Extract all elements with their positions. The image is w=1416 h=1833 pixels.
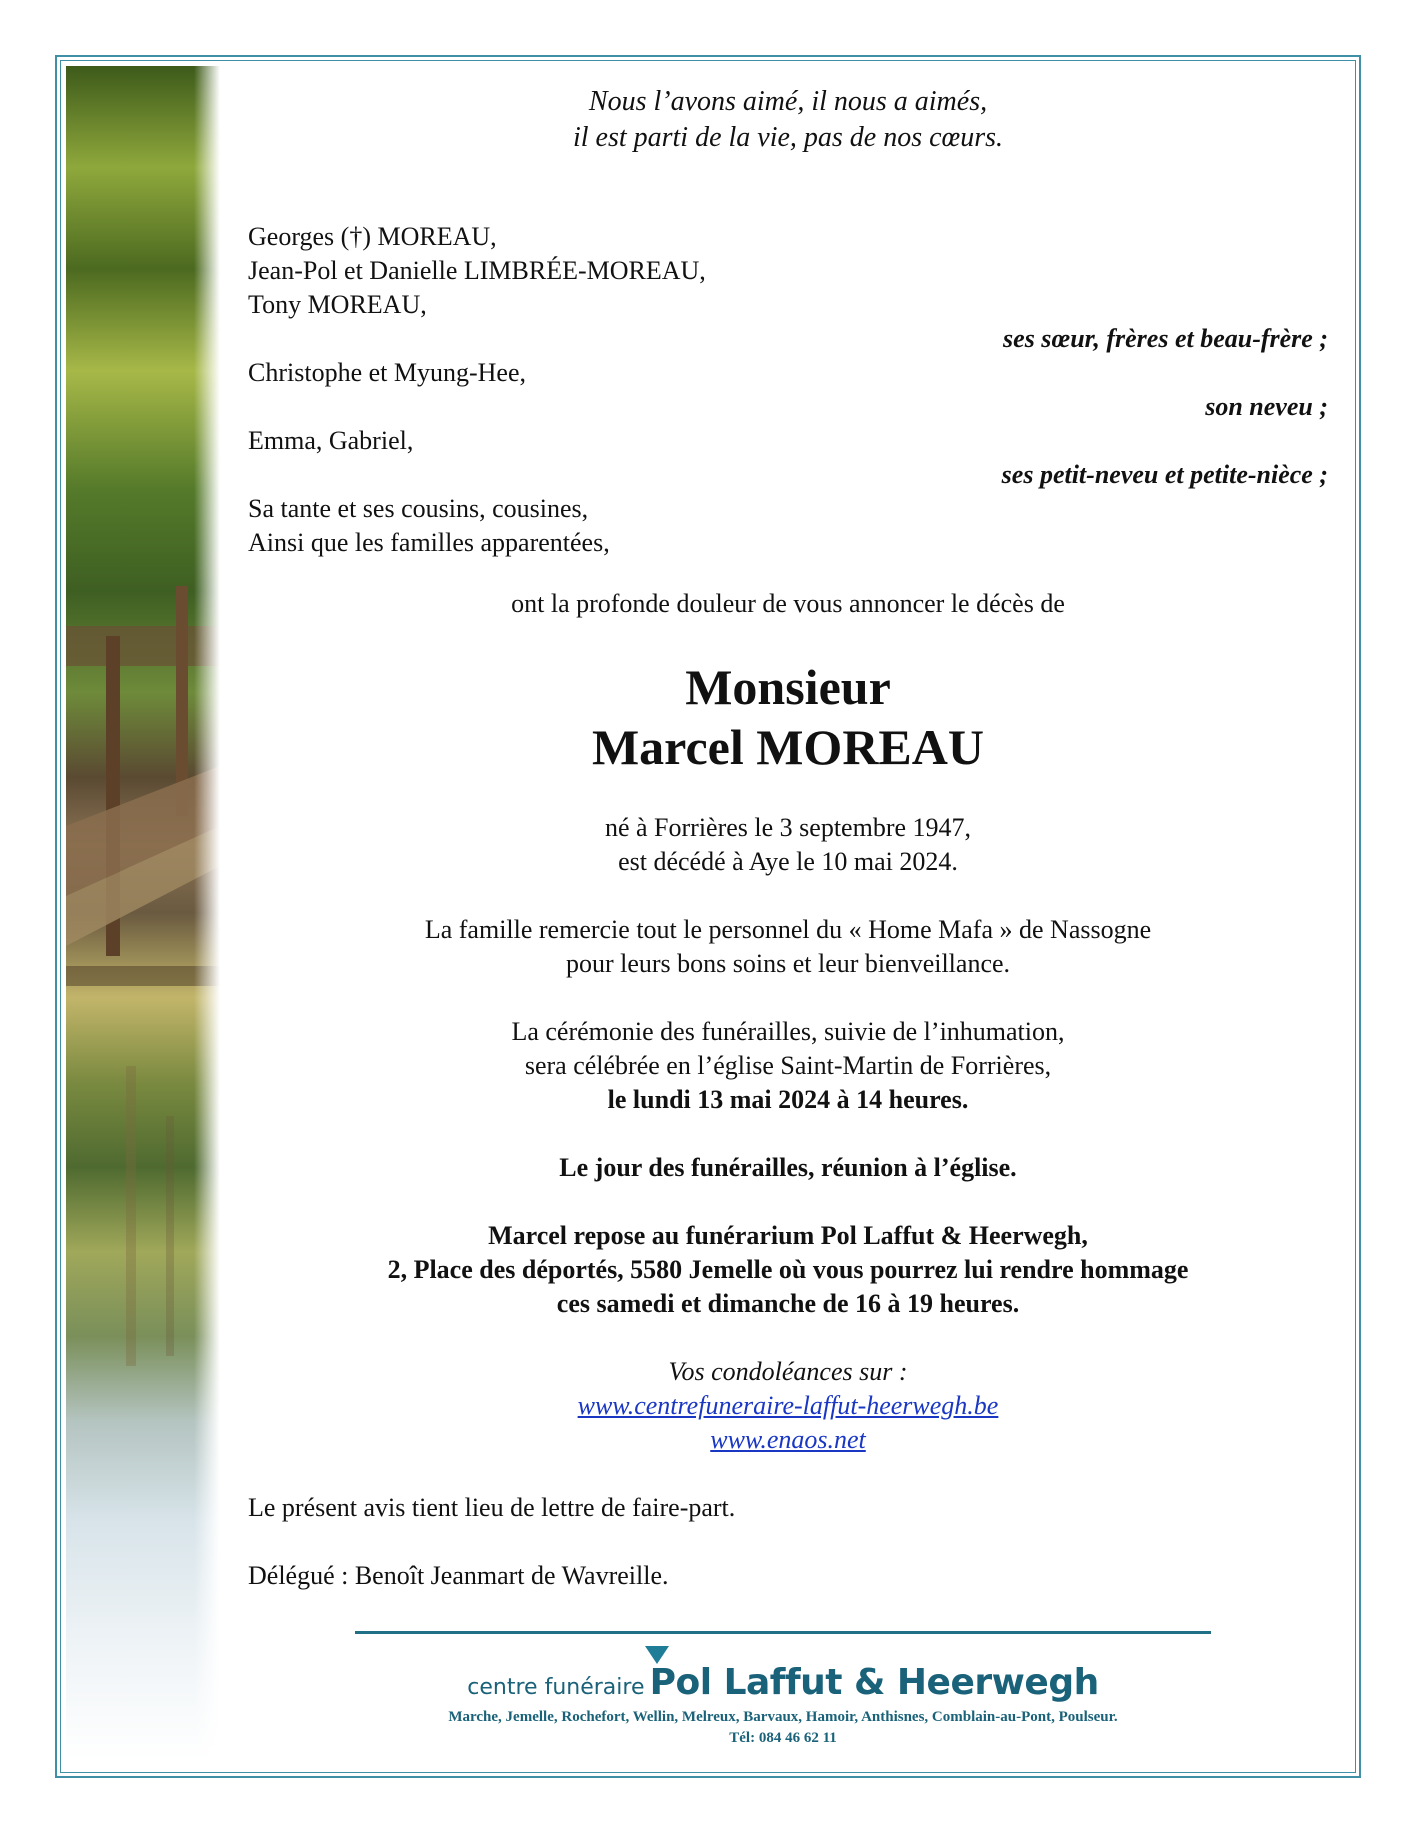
- siblings-relation: ses sœur, frères et beau-frère ;: [1003, 324, 1328, 353]
- family-grand: Emma, Gabriel,: [248, 426, 414, 455]
- family-others: Ainsi que les familles apparentées,: [248, 528, 610, 557]
- family-sibling: Georges (†) MOREAU,: [248, 222, 497, 251]
- rest-line-2: 2, Place des déportés, 5580 Jemelle où vous pourrez lui rendre hommage: [387, 1255, 1189, 1284]
- phone-number: Tél: 084 46 62 11: [729, 1730, 837, 1746]
- deceased-fullname: Marcel MOREAU: [591, 719, 985, 775]
- brand-line: [355, 1646, 1211, 1703]
- condolences-link-enaos[interactable]: www.enaos.net: [710, 1425, 866, 1454]
- deceased-title: Monsieur: [685, 659, 891, 715]
- death-line: est décédé à Aye le 10 mai 2024.: [618, 847, 958, 876]
- family-others: Sa tante et ses cousins, cousines,: [248, 494, 589, 523]
- announcement: ont la profonde douleur de vous annoncer le décès de: [511, 589, 1065, 618]
- thanks-line-2: pour leurs bons soins et leur bienveillance.: [565, 949, 1011, 978]
- nature-photo-strip: [66, 66, 220, 1760]
- rest-block: [248, 1219, 1328, 1321]
- thanks-block: [248, 913, 1328, 981]
- condolences-block: [248, 1355, 1328, 1457]
- family-list: [248, 220, 1328, 560]
- nephew-relation: son neveu ;: [1205, 392, 1328, 421]
- delegate-line: Délégué : Benoît Jeanmart de Wavreille.: [248, 1561, 669, 1590]
- quote-line-2: il est parti de la vie, pas de nos cœurs.: [572, 122, 1004, 153]
- notice-content: [248, 84, 1328, 1593]
- family-sibling: Jean-Pol et Danielle LIMBRÉE-MOREAU,: [248, 256, 706, 285]
- quote-line-1: Nous l’avons aimé, il nous a aimés,: [588, 86, 988, 117]
- condolences-label: Vos condoléances sur :: [668, 1357, 908, 1386]
- thanks-line-1: La famille remercie tout le personnel du « Home Mafa » de Nassogne: [424, 915, 1152, 944]
- towns-list: Marche, Jemelle, Rochefort, Wellin, Melreux, Barvaux, Hamoir, Anthisnes, Comblain-au-Pont, Poulseur.: [448, 1709, 1118, 1725]
- condolences-link-funeral-center[interactable]: www.centrefuneraire-laffut-heerwegh.be: [577, 1391, 999, 1420]
- meeting-line: Le jour des funérailles, réunion à l’église.: [559, 1153, 1017, 1182]
- notice-line: Le présent avis tient lieu de lettre de faire-part.: [248, 1493, 736, 1522]
- opening-quote: [248, 84, 1328, 156]
- family-sibling: Tony MOREAU,: [248, 290, 427, 319]
- brand-name: Pol Laffut & Heerwegh: [649, 1662, 1099, 1703]
- brand-small-text: centre funéraire: [467, 1675, 645, 1700]
- family-nephew: Christophe et Myung-Hee,: [248, 358, 527, 387]
- ceremony-block: [248, 1015, 1328, 1117]
- rest-line-3: ces samedi et dimanche de 16 à 19 heures.: [556, 1289, 1020, 1318]
- deceased-name: [248, 657, 1328, 777]
- photo-fade: [194, 66, 220, 1760]
- ceremony-datetime: le lundi 13 mai 2024 à 14 heures.: [607, 1085, 969, 1114]
- footer-divider: [355, 1631, 1211, 1634]
- dates-block: [248, 811, 1328, 879]
- ceremony-line-2: sera célébrée en l’église Saint-Martin de Forrières,: [524, 1051, 1052, 1080]
- rest-line-1: Marcel repose au funérarium Pol Laffut & Heerwegh,: [488, 1221, 1088, 1250]
- triangle-logo-icon: [645, 1646, 669, 1664]
- birth-line: né à Forrières le 3 septembre 1947,: [604, 813, 972, 842]
- funeral-center-logo: [355, 1646, 1211, 1747]
- grand-relation: ses petit-neveu et petite-nièce ;: [1001, 460, 1328, 489]
- ceremony-line-1: La cérémonie des funérailles, suivie de l’inhumation,: [511, 1017, 1065, 1046]
